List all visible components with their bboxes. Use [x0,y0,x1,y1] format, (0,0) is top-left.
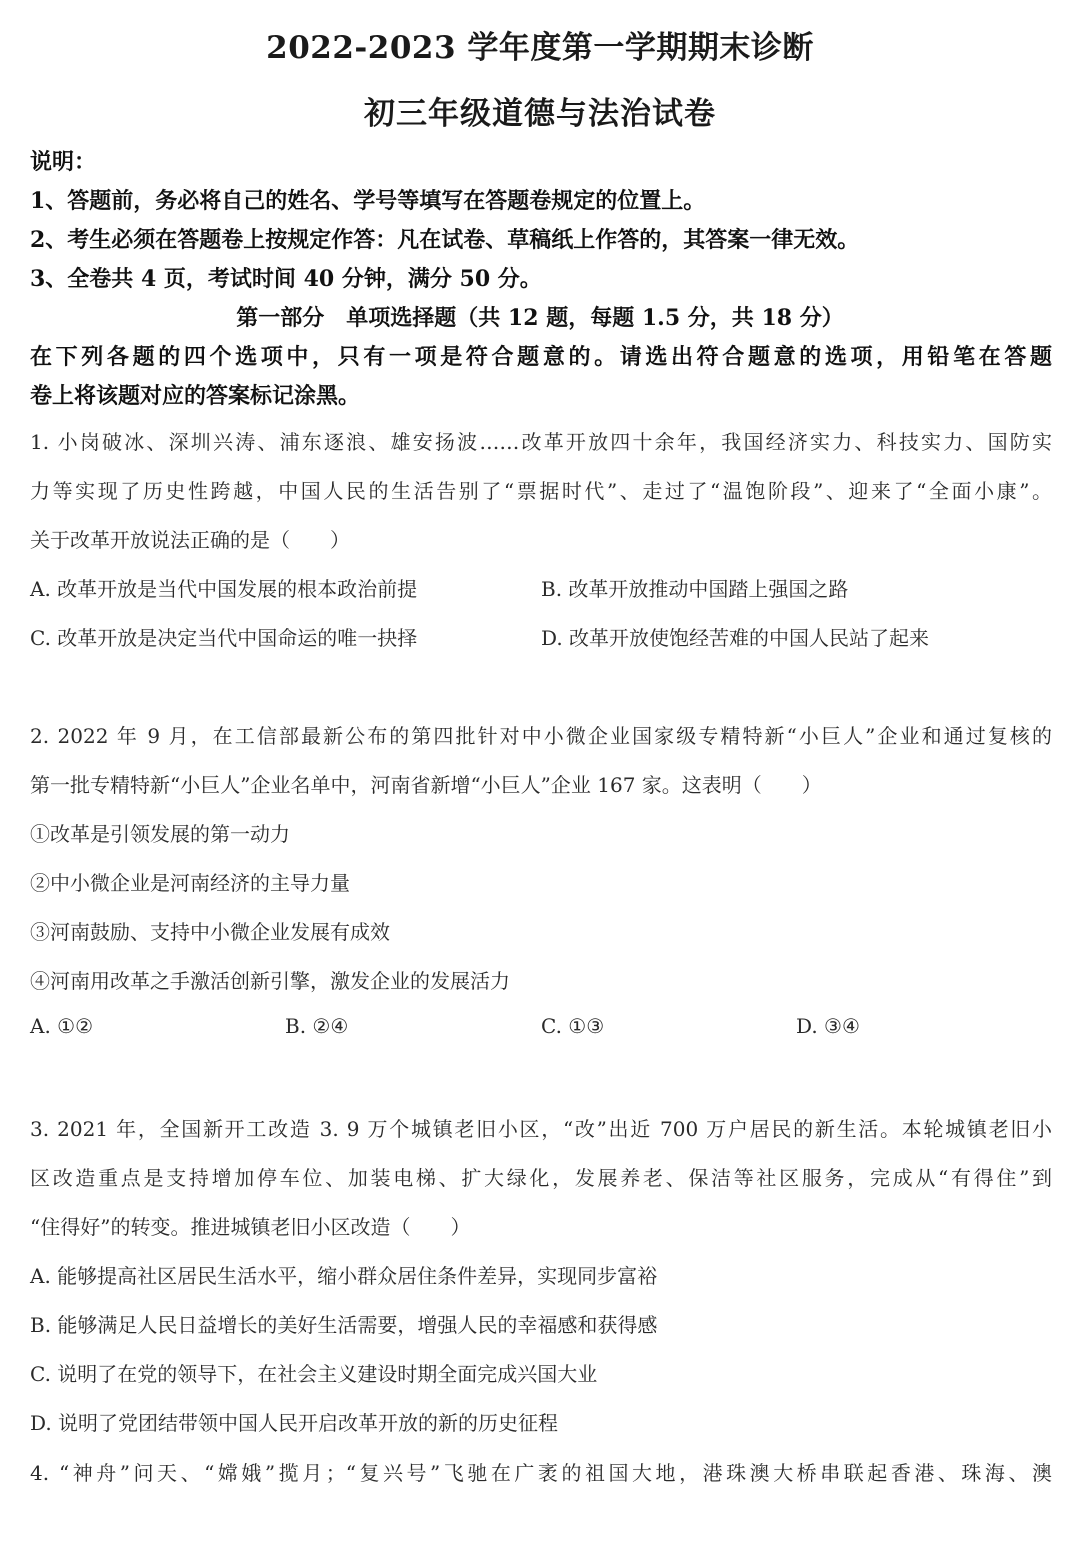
question-2-statement: ③河南鼓励、支持中小微企业发展有成效 [30,920,390,944]
question-1-option-c: C. 改革开放是决定当代中国命运的唯一抉择 [30,626,418,650]
question-2-statement: ②中小微企业是河南经济的主导力量 [30,871,350,895]
question-2-option-b: B. ②④ [285,1014,349,1038]
exam-subtitle: 初三年级道德与法治试卷 [364,96,716,132]
question-3-stem-line: 区改造重点是支持增加停车位、加装电梯、扩大绿化，发展养老、保洁等社区服务，完成从“有得住”到 [30,1166,1052,1190]
question-2-stem-line: 第一批专精特新“小巨人”企业名单中，河南省新增“小巨人”企业 167 家。这表明（ ） [30,773,822,797]
question-3-stem-line: 3. 2021 年，全国新开工改造 3. 9 万个城镇老旧小区，“改”出近 700 万户居民的新生活。本轮城镇老旧小 [30,1117,1052,1141]
question-3-stem-line: “住得好”的转变。推进城镇老旧小区改造（ ） [30,1215,471,1239]
question-4-stem-line: 4. “神舟”问天、“嫦娥”揽月；“复兴号”飞驰在广袤的祖国大地，港珠澳大桥串联起香港、珠海、澳 [30,1461,1052,1485]
question-1-stem-line: 力等实现了历史性跨越，中国人民的生活告别了“票据时代”、走过了“温饱阶段”、迎来了“全面小康”。 [30,479,1052,503]
instructions-heading: 说明： [30,149,97,175]
instruction-item: 3、全卷共 4 页，考试时间 40 分钟，满分 50 分。 [30,266,542,292]
question-1-stem-line: 关于改革开放说法正确的是（ ） [30,528,350,552]
question-1-stem-line: 1. 小岗破冰、深圳兴涛、浦东逐浪、雄安扬波……改革开放四十余年，我国经济实力、科技实力、国防实 [30,430,1052,454]
section-directions-line: 在下列各题的四个选项中，只有一项是符合题意的。请选出符合题意的选项，用铅笔在答题 [30,344,1052,370]
question-2-option-d: D. ③④ [796,1014,860,1038]
question-2-stem-line: 2. 2022 年 9 月，在工信部最新公布的第四批针对中小微企业国家级专精特新“小巨人”企业和通过复核的 [30,724,1052,748]
question-2-statement: ①改革是引领发展的第一动力 [30,822,290,846]
question-2-statement: ④河南用改革之手激活创新引擎，激发企业的发展活力 [30,969,510,993]
instruction-item: 2、考生必须在答题卷上按规定作答：凡在试卷、草稿纸上作答的，其答案一律无效。 [30,227,860,253]
question-3-option-b: B. 能够满足人民日益增长的美好生活需要，增强人民的幸福感和获得感 [30,1313,658,1337]
question-2-option-a: A. ①② [30,1014,94,1038]
section-directions-line: 卷上将该题对应的答案标记涂黑。 [30,383,361,409]
question-3-option-c: C. 说明了在党的领导下，在社会主义建设时期全面完成兴国大业 [30,1362,598,1386]
question-2-option-c: C. ①③ [541,1014,605,1038]
question-3-option-a: A. 能够提高社区居民生活水平，缩小群众居住条件差异，实现同步富裕 [30,1264,658,1288]
exam-title: 2022-2023 学年度第一学期期末诊断 [266,30,814,66]
question-1-option-d: D. 改革开放使饱经苦难的中国人民站了起来 [541,626,930,650]
section-title: 第一部分 单项选择题（共 12 题，每题 1.5 分，共 18 分） [236,305,844,331]
question-1-option-a: A. 改革开放是当代中国发展的根本政治前提 [30,577,418,601]
instruction-item: 1、答题前，务必将自己的姓名、学号等填写在答题卷规定的位置上。 [30,188,706,214]
question-3-option-d: D. 说明了党团结带领中国人民开启改革开放的新的历史征程 [30,1411,559,1435]
question-1-option-b: B. 改革开放推动中国踏上强国之路 [541,577,849,601]
